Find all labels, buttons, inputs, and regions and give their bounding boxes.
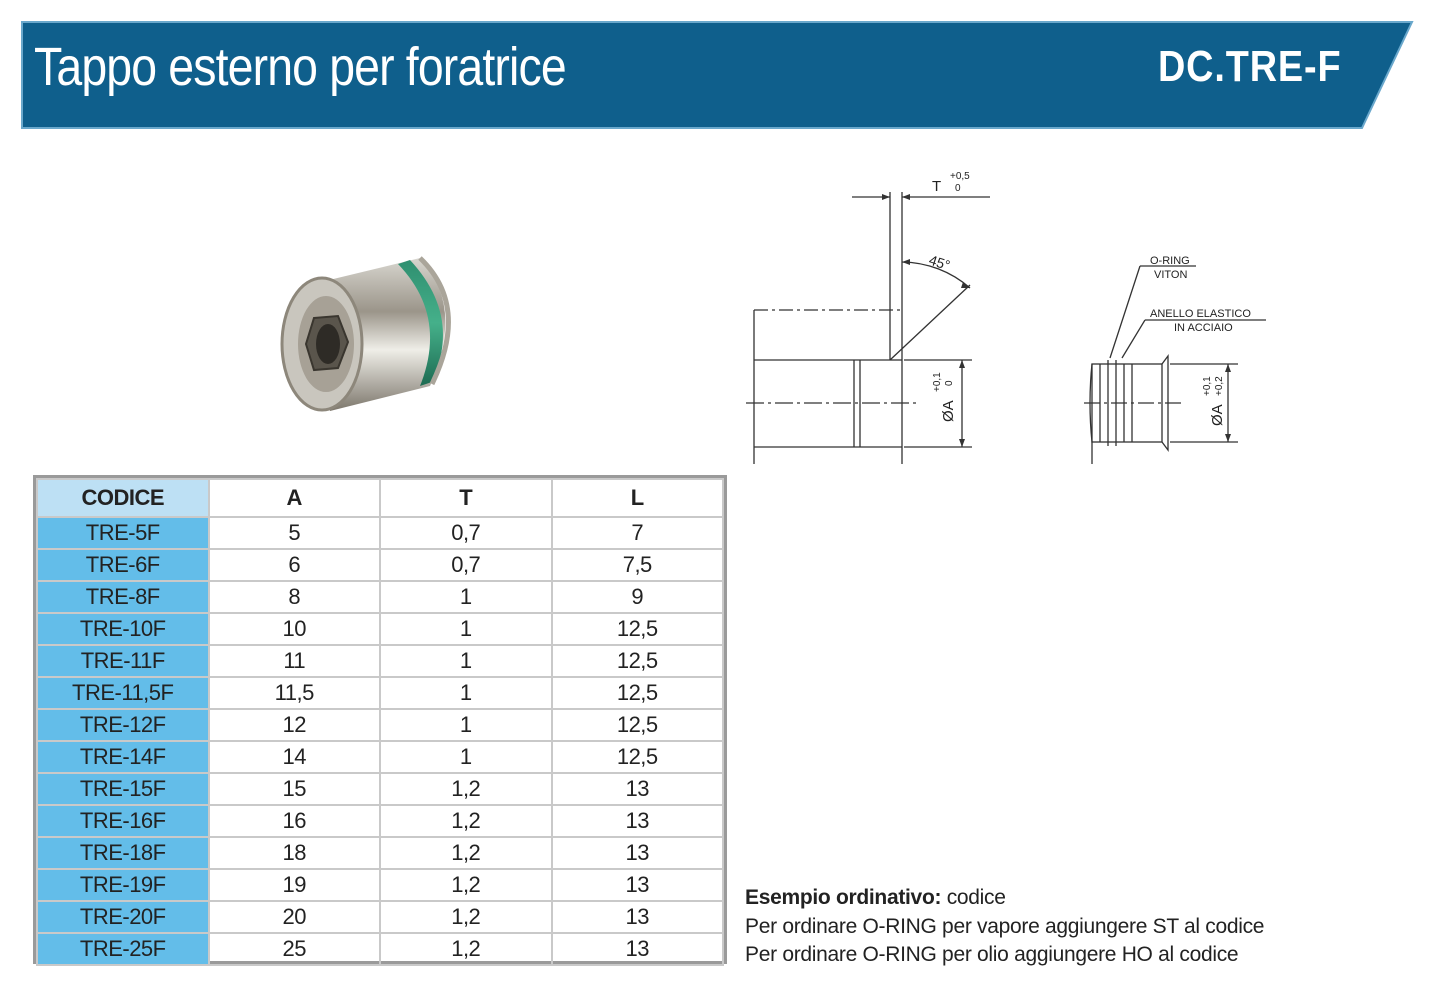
diameter-tolerance-upper-2: +0,1 [1202,376,1213,396]
diameter-label-2: ØA [1209,404,1226,426]
column-header-a: A [209,479,381,517]
cell-t: 1 [380,709,552,741]
product-code: DC.TRE-F [1158,42,1342,91]
angle-label: 45° [927,251,953,274]
cell-t: 0,7 [380,549,552,581]
cell-l: 13 [552,837,724,869]
cell-t: 1 [380,677,552,709]
cell-a: 8 [209,581,381,613]
cell-codice: TRE-14F [37,741,209,773]
diameter-tolerance-lower-2: +0,2 [1214,376,1225,396]
table-header-row [37,479,723,517]
table-row [37,613,723,645]
cell-t: 1,2 [380,837,552,869]
cell-a: 20 [209,901,381,933]
cell-t: 1 [380,741,552,773]
cell-t: 1,2 [380,901,552,933]
cell-a: 11 [209,645,381,677]
cell-l: 13 [552,933,724,965]
cell-l: 12,5 [552,645,724,677]
column-header-l: L [552,479,724,517]
cell-a: 11,5 [209,677,381,709]
table-row [37,645,723,677]
t-tolerance-upper: +0,5 [950,171,970,182]
oring-label-2: VITON [1154,269,1188,281]
column-header-codice: CODICE [37,479,209,517]
cell-t: 1,2 [380,869,552,901]
cell-t: 0,7 [380,517,552,549]
ordering-example [745,884,1264,913]
cell-a: 6 [209,549,381,581]
ordering-example-value: codice [941,886,1006,909]
cell-t: 1 [380,613,552,645]
table-row [37,805,723,837]
table-row [37,741,723,773]
cell-codice: TRE-11,5F [37,677,209,709]
cell-codice: TRE-8F [37,581,209,613]
product-photo [270,236,480,431]
cell-codice: TRE-11F [37,645,209,677]
cell-codice: TRE-16F [37,805,209,837]
cell-t: 1 [380,581,552,613]
table-row [37,837,723,869]
cell-l: 9 [552,581,724,613]
table-row [37,773,723,805]
ordering-note-oil: Per ordinare O-RING per olio aggiungere HO al codice [745,943,1239,966]
cell-a: 16 [209,805,381,837]
cell-a: 25 [209,933,381,965]
ring-label-1: ANELLO ELASTICO [1150,308,1251,320]
t-label: T [932,178,942,195]
cell-codice: TRE-6F [37,549,209,581]
ring-label-2: IN ACCIAIO [1174,322,1233,334]
cell-codice: TRE-19F [37,869,209,901]
oring-label-1: O-RING [1150,255,1190,267]
cell-l: 12,5 [552,677,724,709]
cell-l: 13 [552,773,724,805]
diameter-tolerance-lower: 0 [944,380,955,386]
technical-drawing-section [740,160,1000,485]
page-title: Tappo esterno per foratrice [34,37,566,97]
cell-l: 12,5 [552,741,724,773]
table-row [37,709,723,741]
cell-l: 7 [552,517,724,549]
table-row [37,933,723,965]
technical-drawing-plug [1070,240,1290,475]
table-row [37,549,723,581]
cell-a: 12 [209,709,381,741]
dimensions-table [33,475,727,964]
ordering-note-steam: Per ordinare O-RING per vapore aggiungere ST al codice [745,914,1265,938]
cell-codice: TRE-15F [37,773,209,805]
cell-codice: TRE-20F [37,901,209,933]
cell-l: 7,5 [552,549,724,581]
cell-a: 14 [209,741,381,773]
header-banner [0,0,1445,140]
cell-l: 12,5 [552,613,724,645]
diameter-tolerance-upper: +0,1 [932,372,943,392]
cell-l: 13 [552,869,724,901]
table-row [37,677,723,709]
cell-t: 1,2 [380,933,552,965]
cell-a: 15 [209,773,381,805]
cell-codice: TRE-12F [37,709,209,741]
cell-codice: TRE-5F [37,517,209,549]
cell-l: 13 [552,805,724,837]
cell-a: 19 [209,869,381,901]
cell-a: 5 [209,517,381,549]
cell-t: 1,2 [380,773,552,805]
cell-codice: TRE-25F [37,933,209,965]
table-row [37,581,723,613]
cell-a: 10 [209,613,381,645]
cell-codice: TRE-18F [37,837,209,869]
cell-l: 13 [552,901,724,933]
ordering-notes [745,884,1264,970]
column-header-t: T [380,479,552,517]
diameter-label: ØA [940,400,957,422]
table-row [37,869,723,901]
cell-t: 1,2 [380,805,552,837]
cell-l: 12,5 [552,709,724,741]
cell-t: 1 [380,645,552,677]
t-tolerance-lower: 0 [955,183,961,194]
table-row [37,517,723,549]
table-row [37,901,723,933]
cell-codice: TRE-10F [37,613,209,645]
cell-a: 18 [209,837,381,869]
ordering-example-label: Esempio ordinativo: [745,886,942,909]
